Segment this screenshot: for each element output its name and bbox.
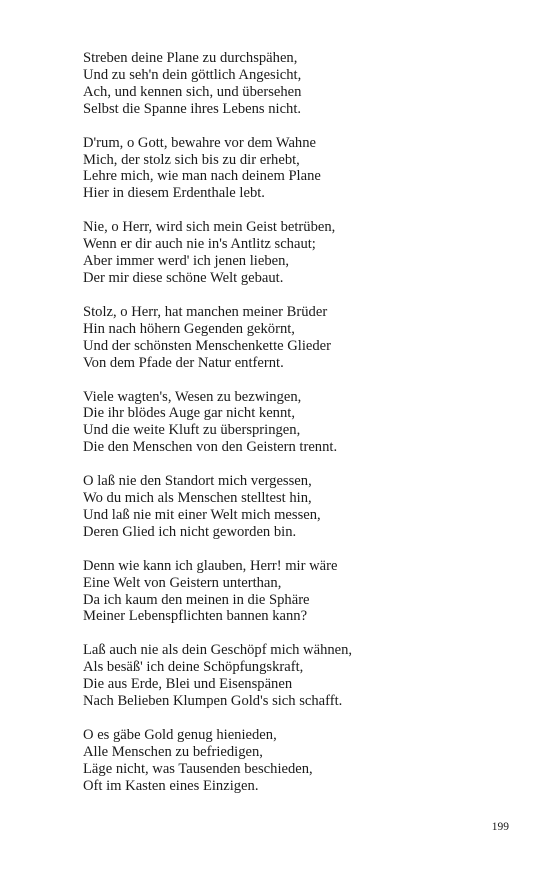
verse-line: Mich, der stolz sich bis zu dir erhebt,	[83, 151, 300, 168]
verse-line: Wo du mich als Menschen stelltest hin,	[83, 490, 312, 507]
verse-line: O es gäbe Gold genug hienieden,	[83, 727, 277, 743]
verse-line: Hin nach höhern Gegenden gekörnt,	[83, 320, 295, 337]
verse-line: Und die weite Kluft zu überspringen,	[83, 422, 301, 439]
stanza	[83, 135, 523, 203]
verse-line: Meiner Lebenspflichten bannen kann?	[83, 608, 308, 625]
verse-line: Der mir diese schöne Welt gebaut.	[83, 269, 284, 286]
verse-line: Alle Menschen zu befriedigen,	[83, 743, 263, 760]
verse-line: Ach, und kennen sich, und übersehen	[83, 83, 302, 100]
verse-line: Deren Glied ich nicht geworden bin.	[83, 523, 297, 540]
verse-line: Denn wie kann ich glauben, Herr! mir wäre	[83, 557, 338, 574]
page-number: 199	[491, 821, 509, 833]
poem-body	[83, 50, 523, 812]
verse-line: Lehre mich, wie man nach deinem Plane	[83, 168, 321, 185]
verse-line: Eine Welt von Geistern unterthan,	[83, 574, 282, 591]
verse-line: Und der schönsten Menschenkette Glieder	[83, 337, 332, 354]
stanza	[83, 642, 523, 710]
stanza	[83, 219, 523, 287]
stanza	[83, 389, 523, 457]
verse-line: Aber immer werd' ich jenen lieben,	[83, 253, 290, 270]
verse-line: Laß auch nie als dein Geschöpf mich wähnen,	[83, 642, 353, 659]
verse-line: Die aus Erde, Blei und Eisenspänen	[83, 676, 293, 693]
verse-line: Und laß nie mit einer Welt mich messen,	[83, 506, 321, 523]
verse-line: Die den Menschen von den Geistern trennt.	[83, 439, 338, 456]
verse-line: Nie, o Herr, wird sich mein Geist betrüben,	[83, 219, 336, 236]
verse-line: Streben deine Plane zu durchspähen,	[83, 50, 298, 66]
verse-line: D'rum, o Gott, bewahre vor dem Wahne	[83, 134, 317, 151]
stanza	[83, 558, 523, 626]
stanza	[83, 473, 523, 541]
verse-line: Und zu seh'n dein göttlich Angesicht,	[83, 66, 302, 83]
verse-line: Selbst die Spanne ihres Lebens nicht.	[83, 100, 302, 117]
verse-line: Läge nicht, was Tausenden beschieden,	[83, 760, 313, 777]
verse-line: O laß nie den Standort mich vergessen,	[83, 473, 312, 490]
verse-line: Viele wagten's, Wesen zu bezwingen,	[83, 388, 302, 405]
verse-line: Stolz, o Herr, hat manchen meiner Brüder	[83, 303, 328, 320]
stanza	[83, 304, 523, 372]
verse-line: Oft im Kasten eines Einzigen.	[83, 777, 259, 794]
stanza	[83, 727, 523, 795]
verse-line: Da ich kaum den meinen in die Sphäre	[83, 591, 310, 608]
verse-line: Nach Belieben Klumpen Gold's sich schafft.	[83, 693, 343, 710]
verse-line: Als besäß' ich deine Schöpfungskraft,	[83, 659, 304, 676]
verse-line: Hier in diesem Erdenthale lebt.	[83, 185, 265, 202]
stanza	[83, 50, 523, 118]
verse-line: Wenn er dir auch nie in's Antlitz schaut;	[83, 236, 316, 253]
verse-line: Die ihr blödes Auge gar nicht kennt,	[83, 405, 295, 422]
verse-line: Von dem Pfade der Natur entfernt.	[83, 354, 284, 371]
